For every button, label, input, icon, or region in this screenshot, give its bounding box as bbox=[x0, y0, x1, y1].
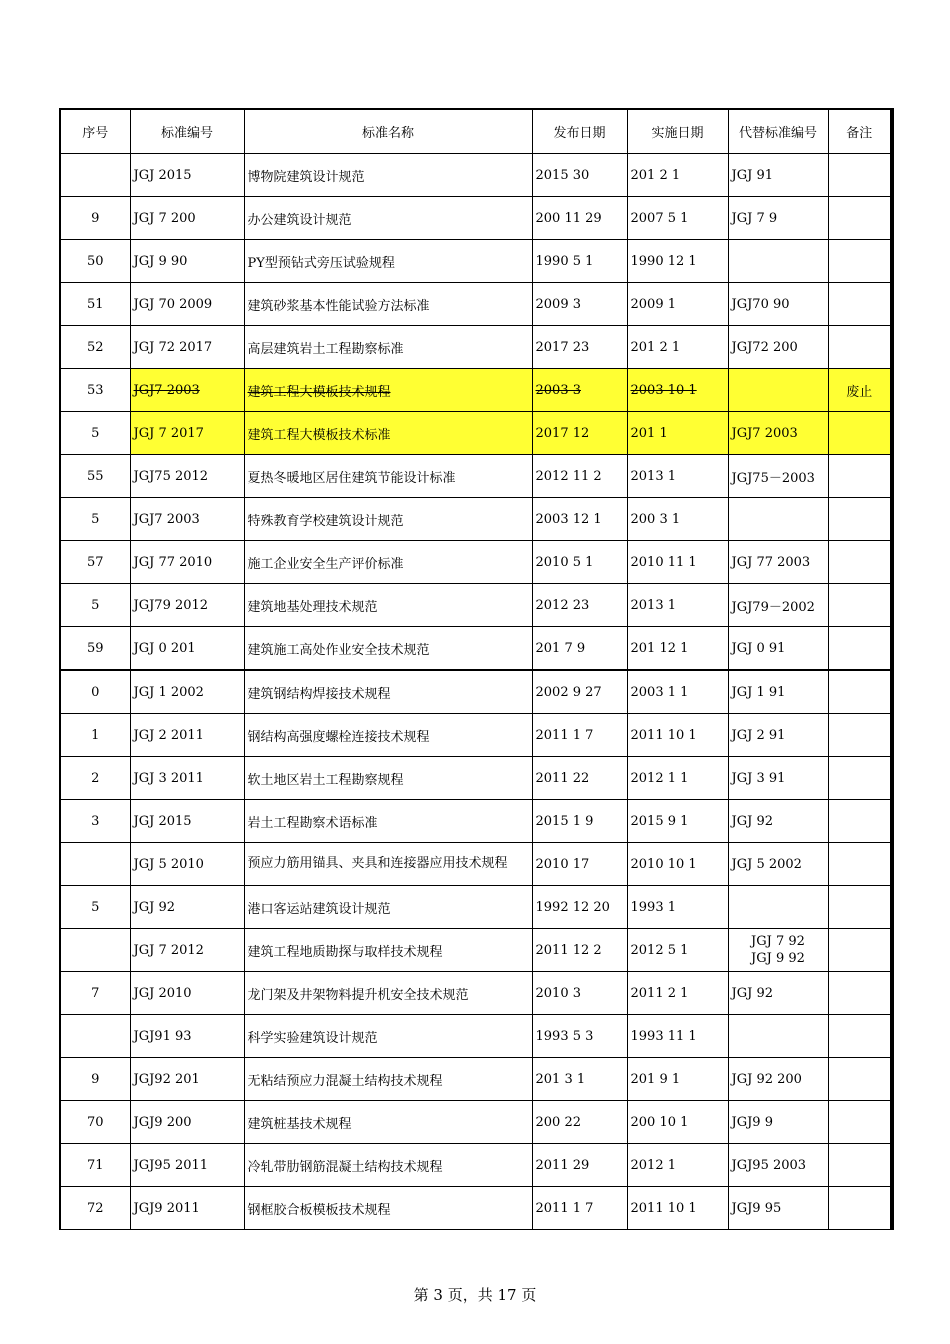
standard-code-cell: JGJ 2 2011 bbox=[130, 714, 244, 757]
remarks-cell bbox=[828, 929, 892, 972]
standard-code-cell: JGJ 5 2010 bbox=[130, 843, 244, 886]
page-footer: 第 3 页，共 17 页 bbox=[413, 1286, 537, 1304]
remarks-cell bbox=[828, 584, 892, 627]
publish-date-cell: 201 3 1 bbox=[532, 1058, 627, 1101]
publish-date-cell: 2010 5 1 bbox=[532, 541, 627, 584]
effective-date-cell: 2012 5 1 bbox=[627, 929, 728, 972]
standard-name-cell: 建筑施工高处作业安全技术规范 bbox=[244, 627, 532, 671]
publish-date-cell: 2009 3 bbox=[532, 283, 627, 326]
remarks-cell bbox=[828, 197, 892, 240]
publish-date-cell: 2012 11 2 bbox=[532, 455, 627, 498]
table-row bbox=[60, 412, 892, 455]
replaced-code-cell bbox=[728, 886, 828, 929]
remarks-cell bbox=[828, 1015, 892, 1058]
replaced-code-cell: JGJ 77 2003 bbox=[728, 541, 828, 584]
remarks-cell bbox=[828, 1144, 892, 1187]
standard-code-cell: JGJ 77 2010 bbox=[130, 541, 244, 584]
serial-no-cell: 71 bbox=[60, 1144, 130, 1187]
table-row bbox=[60, 369, 892, 412]
replaced-code-cell: JGJ 0 91 bbox=[728, 627, 828, 671]
serial-no-cell: 9 bbox=[60, 197, 130, 240]
publish-date-cell: 2010 17 bbox=[532, 843, 627, 886]
table-row bbox=[60, 1058, 892, 1101]
remarks-cell bbox=[828, 972, 892, 1015]
publish-date-cell: 201 7 9 bbox=[532, 627, 627, 671]
serial-no-cell: 5 bbox=[60, 412, 130, 455]
effective-date-cell: 2012 1 1 bbox=[627, 757, 728, 800]
remarks-cell bbox=[828, 627, 892, 671]
serial-no-cell: 50 bbox=[60, 240, 130, 283]
effective-date-cell: 2015 9 1 bbox=[627, 800, 728, 843]
standard-code-cell: JGJ 7 2012 bbox=[130, 929, 244, 972]
publish-date-cell: 2015 30 bbox=[532, 154, 627, 197]
replaced-code-cell: JGJ 5 2002 bbox=[728, 843, 828, 886]
replaced-code-cell: JGJ9 9 bbox=[728, 1101, 828, 1144]
remarks-cell bbox=[828, 1058, 892, 1101]
standards-table-sheet bbox=[59, 108, 891, 1230]
standard-name-cell: 港口客运站建筑设计规范 bbox=[244, 886, 532, 929]
header-serial-no: 序号 bbox=[60, 109, 130, 154]
table-row bbox=[60, 670, 892, 714]
effective-date-cell: 200 10 1 bbox=[627, 1101, 728, 1144]
serial-no-cell: 1 bbox=[60, 714, 130, 757]
serial-no-cell: 2 bbox=[60, 757, 130, 800]
effective-date-cell: 2009 1 bbox=[627, 283, 728, 326]
replaced-code-cell: JGJ75－2003 bbox=[728, 455, 828, 498]
table-row bbox=[60, 154, 892, 197]
effective-date-cell: 1990 12 1 bbox=[627, 240, 728, 283]
standard-name-cell: 建筑工程大模板技术规程 bbox=[244, 369, 532, 412]
standard-name-cell: 夏热冬暖地区居住建筑节能设计标准 bbox=[244, 455, 532, 498]
effective-date-cell: 1993 1 bbox=[627, 886, 728, 929]
publish-date-cell: 2003 12 1 bbox=[532, 498, 627, 541]
table-row bbox=[60, 1015, 892, 1058]
effective-date-cell: 201 9 1 bbox=[627, 1058, 728, 1101]
effective-date-cell: 2003 1 1 bbox=[627, 670, 728, 714]
publish-date-cell: 2017 23 bbox=[532, 326, 627, 369]
standard-code-cell: JGJ 3 2011 bbox=[130, 757, 244, 800]
effective-date-cell: 201 1 bbox=[627, 412, 728, 455]
table-row bbox=[60, 1144, 892, 1187]
effective-date-cell: 201 2 1 bbox=[627, 154, 728, 197]
table-row bbox=[60, 886, 892, 929]
replaced-code-cell: JGJ 3 91 bbox=[728, 757, 828, 800]
replaced-code-cell: JGJ 92 bbox=[728, 800, 828, 843]
replaced-code-cell: JGJ70 90 bbox=[728, 283, 828, 326]
replaced-code-cell bbox=[728, 498, 828, 541]
serial-no-cell: 70 bbox=[60, 1101, 130, 1144]
serial-no-cell bbox=[60, 154, 130, 197]
standard-code-cell: JGJ 1 2002 bbox=[130, 670, 244, 714]
standard-name-cell: 建筑工程地质勘探与取样技术规程 bbox=[244, 929, 532, 972]
serial-no-cell bbox=[60, 843, 130, 886]
table-row bbox=[60, 498, 892, 541]
serial-no-cell: 51 bbox=[60, 283, 130, 326]
standard-name-cell: PY型预钻式旁压试验规程 bbox=[244, 240, 532, 283]
remarks-cell bbox=[828, 498, 892, 541]
publish-date-cell: 200 22 bbox=[532, 1101, 627, 1144]
effective-date-cell: 2011 10 1 bbox=[627, 1187, 728, 1230]
publish-date-cell: 2011 29 bbox=[532, 1144, 627, 1187]
serial-no-cell: 59 bbox=[60, 627, 130, 671]
standard-code-cell: JGJ7 2003 bbox=[130, 498, 244, 541]
serial-no-cell bbox=[60, 1015, 130, 1058]
table-row bbox=[60, 283, 892, 326]
publish-date-cell: 2011 22 bbox=[532, 757, 627, 800]
table-row bbox=[60, 757, 892, 800]
remarks-cell bbox=[828, 412, 892, 455]
publish-date-cell: 200 11 29 bbox=[532, 197, 627, 240]
remarks-cell bbox=[828, 541, 892, 584]
remarks-cell bbox=[828, 670, 892, 714]
serial-no-cell: 0 bbox=[60, 670, 130, 714]
publish-date-cell: 1993 5 3 bbox=[532, 1015, 627, 1058]
header-publish-date: 发布日期 bbox=[532, 109, 627, 154]
standard-name-cell: 特殊教育学校建筑设计规范 bbox=[244, 498, 532, 541]
remarks-cell bbox=[828, 154, 892, 197]
effective-date-cell: 2003 10 1 bbox=[627, 369, 728, 412]
serial-no-cell: 9 bbox=[60, 1058, 130, 1101]
remarks-cell bbox=[828, 1101, 892, 1144]
standard-code-cell: JGJ91 93 bbox=[130, 1015, 244, 1058]
standard-name-cell: 钢框胶合板模板技术规程 bbox=[244, 1187, 532, 1230]
remarks-cell: 废止 bbox=[828, 369, 892, 412]
replaced-code-cell: JGJ 7 92 JGJ 9 92 bbox=[728, 929, 828, 972]
serial-no-cell: 3 bbox=[60, 800, 130, 843]
header-remarks: 备注 bbox=[828, 109, 892, 154]
table-row bbox=[60, 714, 892, 757]
standard-name-cell: 预应力筋用锚具、夹具和连接器应用技术规程 bbox=[244, 843, 532, 886]
serial-no-cell: 5 bbox=[60, 886, 130, 929]
publish-date-cell: 2011 12 2 bbox=[532, 929, 627, 972]
standard-name-cell: 冷轧带肋钢筋混凝土结构技术规程 bbox=[244, 1144, 532, 1187]
effective-date-cell: 2010 10 1 bbox=[627, 843, 728, 886]
effective-date-cell: 2011 2 1 bbox=[627, 972, 728, 1015]
table-row bbox=[60, 972, 892, 1015]
table-row bbox=[60, 929, 892, 972]
publish-date-cell: 2010 3 bbox=[532, 972, 627, 1015]
publish-date-cell: 2015 1 9 bbox=[532, 800, 627, 843]
standard-name-cell: 建筑钢结构焊接技术规程 bbox=[244, 670, 532, 714]
publish-date-cell: 1992 12 20 bbox=[532, 886, 627, 929]
remarks-cell bbox=[828, 886, 892, 929]
effective-date-cell: 2007 5 1 bbox=[627, 197, 728, 240]
replaced-code-cell: JGJ7 2003 bbox=[728, 412, 828, 455]
serial-no-cell bbox=[60, 929, 130, 972]
standard-code-cell: JGJ 2015 bbox=[130, 800, 244, 843]
publish-date-cell: 2017 12 bbox=[532, 412, 627, 455]
standard-code-cell: JGJ 0 201 bbox=[130, 627, 244, 671]
remarks-cell bbox=[828, 455, 892, 498]
table-row bbox=[60, 326, 892, 369]
standard-name-cell: 建筑工程大模板技术标准 bbox=[244, 412, 532, 455]
header-standard-code: 标准编号 bbox=[130, 109, 244, 154]
remarks-cell bbox=[828, 240, 892, 283]
replaced-code-cell: JGJ 7 9 bbox=[728, 197, 828, 240]
standard-name-cell: 龙门架及井架物料提升机安全技术规范 bbox=[244, 972, 532, 1015]
standard-code-cell: JGJ92 201 bbox=[130, 1058, 244, 1101]
table-row bbox=[60, 843, 892, 886]
serial-no-cell: 5 bbox=[60, 584, 130, 627]
effective-date-cell: 201 2 1 bbox=[627, 326, 728, 369]
effective-date-cell: 201 12 1 bbox=[627, 627, 728, 671]
remarks-cell bbox=[828, 714, 892, 757]
effective-date-cell: 1993 11 1 bbox=[627, 1015, 728, 1058]
replaced-code-cell: JGJ79－2002 bbox=[728, 584, 828, 627]
serial-no-cell: 72 bbox=[60, 1187, 130, 1230]
standard-code-cell: JGJ9 200 bbox=[130, 1101, 244, 1144]
standard-name-cell: 科学实验建筑设计规范 bbox=[244, 1015, 532, 1058]
replaced-code-cell: JGJ 92 200 bbox=[728, 1058, 828, 1101]
standard-name-cell: 钢结构高强度螺栓连接技术规程 bbox=[244, 714, 532, 757]
serial-no-cell: 5 bbox=[60, 498, 130, 541]
serial-no-cell: 53 bbox=[60, 369, 130, 412]
standard-code-cell: JGJ 7 200 bbox=[130, 197, 244, 240]
effective-date-cell: 2010 11 1 bbox=[627, 541, 728, 584]
serial-no-cell: 52 bbox=[60, 326, 130, 369]
replaced-code-cell: JGJ 2 91 bbox=[728, 714, 828, 757]
publish-date-cell: 2011 1 7 bbox=[532, 1187, 627, 1230]
replaced-code-cell bbox=[728, 240, 828, 283]
serial-no-cell: 57 bbox=[60, 541, 130, 584]
publish-date-cell: 2012 23 bbox=[532, 584, 627, 627]
standards-table bbox=[59, 108, 894, 1230]
remarks-cell bbox=[828, 326, 892, 369]
publish-date-cell: 1990 5 1 bbox=[532, 240, 627, 283]
standard-name-cell: 软土地区岩土工程勘察规程 bbox=[244, 757, 532, 800]
standard-code-cell: JGJ75 2012 bbox=[130, 455, 244, 498]
standard-code-cell: JGJ 72 2017 bbox=[130, 326, 244, 369]
effective-date-cell: 2011 10 1 bbox=[627, 714, 728, 757]
replaced-code-cell: JGJ95 2003 bbox=[728, 1144, 828, 1187]
replaced-code-cell: JGJ 91 bbox=[728, 154, 828, 197]
publish-date-cell: 2002 9 27 bbox=[532, 670, 627, 714]
standard-code-cell: JGJ 92 bbox=[130, 886, 244, 929]
effective-date-cell: 2013 1 bbox=[627, 455, 728, 498]
standard-name-cell: 无粘结预应力混凝土结构技术规程 bbox=[244, 1058, 532, 1101]
serial-no-cell: 55 bbox=[60, 455, 130, 498]
remarks-cell bbox=[828, 800, 892, 843]
remarks-cell bbox=[828, 1187, 892, 1230]
replaced-code-cell: JGJ 1 91 bbox=[728, 670, 828, 714]
replaced-code-cell: JGJ9 95 bbox=[728, 1187, 828, 1230]
table-row bbox=[60, 197, 892, 240]
standard-name-cell: 施工企业安全生产评价标准 bbox=[244, 541, 532, 584]
table-row bbox=[60, 541, 892, 584]
remarks-cell bbox=[828, 843, 892, 886]
table-row bbox=[60, 1101, 892, 1144]
table-header-row bbox=[60, 109, 892, 154]
publish-date-cell: 2011 1 7 bbox=[532, 714, 627, 757]
remarks-cell bbox=[828, 283, 892, 326]
replaced-code-cell: JGJ72 200 bbox=[728, 326, 828, 369]
remarks-cell bbox=[828, 757, 892, 800]
serial-no-cell: 7 bbox=[60, 972, 130, 1015]
standard-name-cell: 办公建筑设计规范 bbox=[244, 197, 532, 240]
table-row bbox=[60, 800, 892, 843]
table-row bbox=[60, 584, 892, 627]
table-row bbox=[60, 627, 892, 671]
effective-date-cell: 200 3 1 bbox=[627, 498, 728, 541]
standard-code-cell: JGJ 7 2017 bbox=[130, 412, 244, 455]
header-effective-date: 实施日期 bbox=[627, 109, 728, 154]
standard-name-cell: 博物院建筑设计规范 bbox=[244, 154, 532, 197]
replaced-code-cell bbox=[728, 1015, 828, 1058]
effective-date-cell: 2012 1 bbox=[627, 1144, 728, 1187]
standard-code-cell: JGJ 9 90 bbox=[130, 240, 244, 283]
standard-code-cell: JGJ 2010 bbox=[130, 972, 244, 1015]
replaced-code-cell bbox=[728, 369, 828, 412]
standard-code-cell: JGJ 70 2009 bbox=[130, 283, 244, 326]
standard-name-cell: 建筑砂浆基本性能试验方法标准 bbox=[244, 283, 532, 326]
standard-name-cell: 岩土工程勘察术语标准 bbox=[244, 800, 532, 843]
effective-date-cell: 2013 1 bbox=[627, 584, 728, 627]
standard-code-cell: JGJ7 2003 bbox=[130, 369, 244, 412]
table-body bbox=[60, 154, 892, 1230]
replaced-code-cell: JGJ 92 bbox=[728, 972, 828, 1015]
table-row bbox=[60, 455, 892, 498]
table-row bbox=[60, 1187, 892, 1230]
standard-code-cell: JGJ95 2011 bbox=[130, 1144, 244, 1187]
header-replaced-code: 代替标准编号 bbox=[728, 109, 828, 154]
publish-date-cell: 2003 3 bbox=[532, 369, 627, 412]
standard-code-cell: JGJ9 2011 bbox=[130, 1187, 244, 1230]
standard-name-cell: 建筑地基处理技术规范 bbox=[244, 584, 532, 627]
standard-code-cell: JGJ79 2012 bbox=[130, 584, 244, 627]
standard-name-cell: 高层建筑岩土工程勘察标准 bbox=[244, 326, 532, 369]
table-row bbox=[60, 240, 892, 283]
standard-name-cell: 建筑桩基技术规程 bbox=[244, 1101, 532, 1144]
standard-code-cell: JGJ 2015 bbox=[130, 154, 244, 197]
header-standard-name: 标准名称 bbox=[244, 109, 532, 154]
